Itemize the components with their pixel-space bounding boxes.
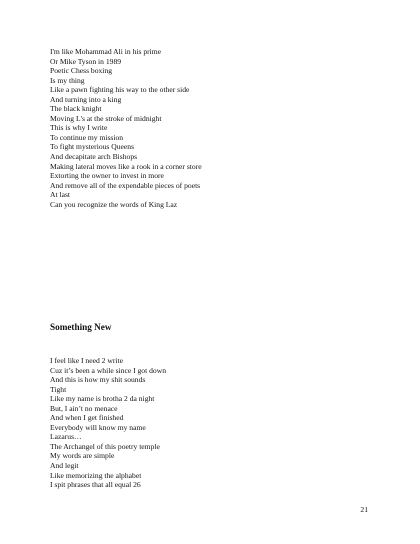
poem-line: And decapitate arch Bishops: [50, 152, 138, 162]
poem-line: I'm like Mohammad Ali in his prime: [50, 47, 162, 56]
poem-line: Everybody will know my name: [50, 422, 146, 432]
poem-title: Something New: [50, 322, 112, 332]
poem-line: And remove all of the expendable pieces of poets: [50, 180, 201, 190]
poem-line: Cuz it’s been a while since I got down: [50, 365, 166, 375]
poem-king-laz: [50, 47, 202, 209]
poem-line: Lazarus…: [50, 432, 82, 442]
poem-line: Poetic Chess boxing: [50, 66, 113, 76]
poem-line: And legit: [50, 461, 79, 471]
poem-line: Can you recognize the words of King Laz: [50, 199, 178, 209]
poem-line: Like a pawn fighting his way to the other side: [50, 85, 190, 95]
poem-line: But, I ain’t no menace: [50, 403, 118, 413]
poem-line: The black knight: [50, 104, 102, 114]
poem-line: To continue my mission: [50, 132, 124, 142]
poem-line: Extorting the owner to invest in more: [50, 171, 164, 181]
poem-line: Tight: [50, 384, 67, 394]
page-number: 21: [360, 505, 368, 514]
poem-something-new: [50, 356, 166, 490]
poem-line: The Archangel of this poetry temple: [50, 441, 160, 451]
poem-line: Moving L's at the stroke of midnight: [50, 113, 162, 123]
poem-line: I spit phrases that all equal 26: [50, 480, 141, 490]
poem-line: And this is how my shit sounds: [50, 375, 146, 385]
poem-line: And turning into a king: [50, 94, 122, 104]
poem-line: Like memorizing the alphabet: [50, 470, 142, 480]
poem-line: At last: [50, 190, 71, 200]
poem-line: Making lateral moves like a rook in a corner store: [50, 161, 202, 171]
poem-line: I feel like I need 2 write: [50, 356, 123, 365]
poem-line: To fight mysterious Queens: [50, 142, 135, 152]
poem-line: Or Mike Tyson in 1989: [50, 56, 122, 66]
poem-line: Is my thing: [50, 75, 85, 85]
poem-line: And when I get finished: [50, 413, 124, 423]
poem-line: This is why I write: [50, 123, 108, 133]
poem-line: My words are simple: [50, 451, 115, 461]
poem-line: Like my name is brotha 2 da night: [50, 394, 155, 404]
